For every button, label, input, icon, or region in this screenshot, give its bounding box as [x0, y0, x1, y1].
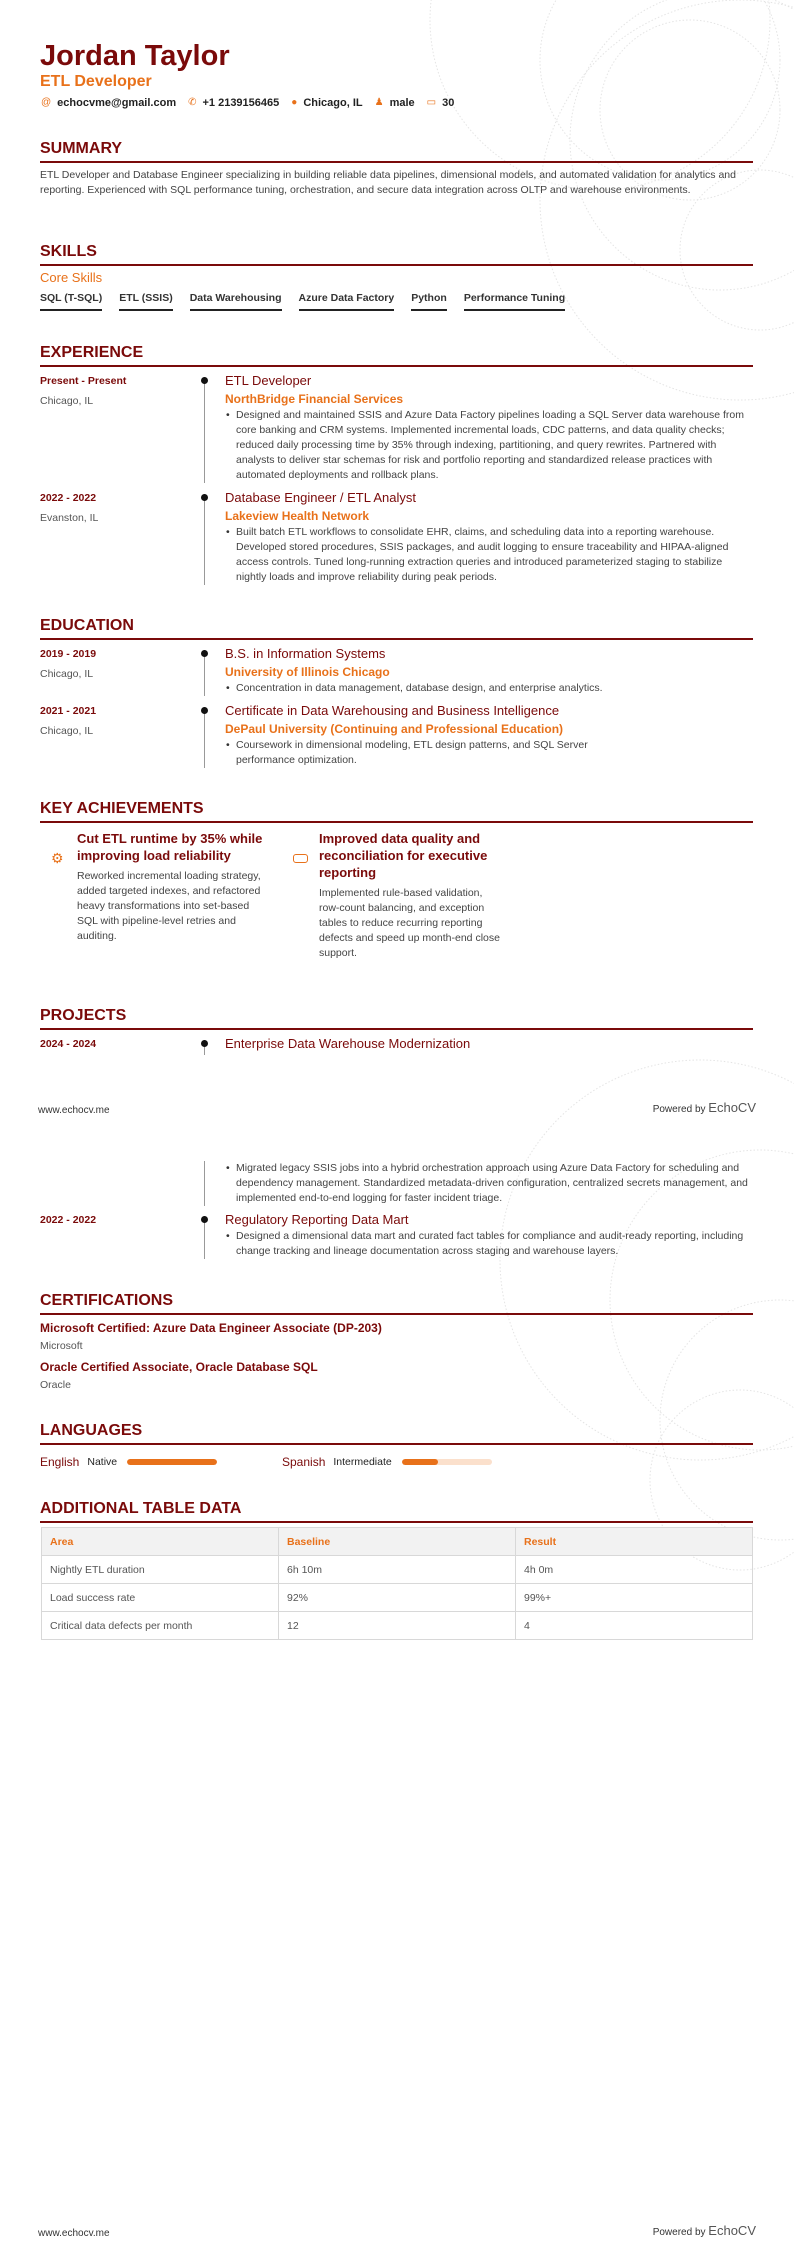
section-heading: SUMMARY	[40, 139, 753, 163]
achievement-text: Implemented rule-based validation, row-count balancing, and exception tables to reduce recurring reporting defects and speed up month-end close support.	[319, 887, 500, 959]
achievement-text: Reworked incremental loading strategy, added targeted indexes, and refactored heavy transformations into set-based SQL with pipeline-level retries and auditing.	[77, 870, 261, 942]
skill-group-title: Core Skills	[40, 270, 103, 285]
section-heading: KEY ACHIEVEMENTS	[40, 799, 753, 823]
gear-icon: ⚙	[51, 850, 64, 866]
timeline-dot	[201, 650, 208, 657]
entry-title: Certificate in Data Warehousing and Business Intelligence	[225, 703, 560, 718]
projects-continued	[40, 1161, 753, 1259]
entry-title: Enterprise Data Warehouse Modernization	[225, 1036, 471, 1051]
table-cell: Load success rate	[42, 1584, 279, 1612]
entry-school: DePaul University (Continuing and Professional Education)	[225, 722, 564, 736]
column-header: Area	[42, 1528, 279, 1556]
section-heading: ADDITIONAL TABLE DATA	[40, 1499, 753, 1523]
table-cell: 99%+	[516, 1584, 753, 1612]
projects-section	[40, 1006, 753, 1055]
section-heading: LANGUAGES	[40, 1421, 753, 1445]
section-heading: PROJECTS	[40, 1006, 753, 1030]
entry-bullet: • Migrated legacy SSIS jobs into a hybrid orchestration approach using Azure Data Factory for scheduling and dependency management. Standardized metadata-driven configuration, centralized secrets management, and implemented end-to-end logging for faster incident triage.	[225, 1161, 753, 1206]
table-cell: 92%	[279, 1584, 516, 1612]
table-cell: 4	[516, 1612, 753, 1640]
summary-section	[40, 139, 753, 198]
skill-chip: SQL (T-SQL)	[40, 290, 102, 311]
entry-bullet: • Coursework in dimensional modeling, ETL design patterns, and SQL Server performance optimization.	[225, 738, 625, 768]
table-cell: 12	[279, 1612, 516, 1640]
timeline-dot	[201, 494, 208, 501]
table-cell: Nightly ETL duration	[42, 1556, 279, 1584]
brand-logo: EchoCV	[708, 2223, 756, 2238]
achievement-item	[51, 830, 277, 944]
location-text: Chicago, IL	[303, 97, 363, 109]
table-header-row	[42, 1528, 753, 1556]
timeline-line	[204, 377, 205, 483]
language-level: Intermediate	[333, 1456, 392, 1468]
cert-issuer: Oracle	[40, 1379, 71, 1391]
at-icon: @	[41, 97, 52, 108]
section-heading: EDUCATION	[40, 616, 753, 640]
entry-date: 2022 - 2022	[40, 492, 97, 504]
education-entry	[40, 645, 753, 696]
contact-phone[interactable]	[188, 96, 279, 110]
education-section	[40, 616, 753, 768]
cert-name: Oracle Certified Associate, Oracle Database SQL	[40, 1360, 318, 1374]
timeline-dot	[201, 1040, 208, 1047]
language-item	[282, 1454, 492, 1470]
footer-powered	[653, 1102, 756, 1116]
experience-entry	[40, 489, 753, 585]
entry-date: 2019 - 2019	[40, 648, 97, 660]
entry-company: NorthBridge Financial Services	[225, 392, 404, 406]
education-entry	[40, 702, 753, 768]
entry-date: 2024 - 2024	[40, 1038, 97, 1050]
skill-chip: Data Warehousing	[190, 290, 282, 311]
achievement-item	[319, 830, 519, 961]
gender-text: male	[389, 97, 415, 109]
timeline-line	[204, 707, 205, 768]
experience-section	[40, 343, 753, 585]
achievements-section	[40, 799, 753, 823]
entry-date: Present - Present	[40, 375, 127, 387]
skill-chip: Performance Tuning	[464, 290, 565, 311]
person-icon: ♟	[374, 97, 384, 108]
project-entry	[40, 1211, 753, 1259]
entry-location: Chicago, IL	[40, 668, 94, 680]
achievement-title: Improved data quality and reconciliation for executive reporting	[319, 831, 488, 880]
powered-label: Powered by	[652, 1104, 706, 1115]
section-heading: EXPERIENCE	[40, 343, 753, 367]
entry-location: Evanston, IL	[40, 512, 99, 524]
cert-issuer: Microsoft	[40, 1340, 83, 1352]
cert-name: Microsoft Certified: Azure Data Engineer Associate (DP-203)	[40, 1321, 382, 1335]
language-level: Native	[87, 1456, 118, 1468]
language-name: Spanish	[282, 1455, 326, 1469]
table-cell: Critical data defects per month	[42, 1612, 279, 1640]
data-table	[41, 1527, 753, 1640]
calendar-icon: ▭	[426, 97, 437, 108]
proficiency-bar	[127, 1459, 217, 1465]
powered-label: Powered by	[652, 2227, 706, 2238]
column-header: Result	[516, 1528, 753, 1556]
email-text: echocvme@gmail.com	[57, 97, 177, 109]
project-entry	[40, 1035, 753, 1055]
entry-bullet: • Built batch ETL workflows to consolidate EHR, claims, and scheduling data into a reporting warehouse. Developed stored procedures, SSIS packages, and audit logging to ensure traceability and HIPAA-aligned access controls. Tuned long-running extraction queries and introduced parameterized staging to stabilize nightly loads and improve reliability during peak periods.	[225, 525, 753, 585]
languages-section	[40, 1421, 753, 1470]
contact-email[interactable]	[41, 96, 176, 110]
proficiency-fill	[402, 1459, 438, 1465]
entry-title: B.S. in Information Systems	[225, 646, 386, 661]
contact-gender	[375, 96, 415, 110]
skills-section	[40, 242, 753, 311]
footer-powered	[653, 2225, 756, 2239]
experience-entry	[40, 372, 753, 483]
section-heading: SKILLS	[40, 242, 753, 266]
table-row	[42, 1556, 753, 1584]
entry-title: ETL Developer	[225, 373, 312, 388]
table-row	[42, 1612, 753, 1640]
contact-location	[291, 96, 362, 110]
skill-chip: Azure Data Factory	[299, 290, 395, 311]
entry-date: 2021 - 2021	[40, 705, 97, 717]
brand-logo: EchoCV	[708, 1100, 756, 1115]
timeline-line	[204, 1161, 205, 1206]
entry-company: Lakeview Health Network	[225, 509, 370, 523]
skill-chip: Python	[411, 290, 447, 311]
certifications-section	[40, 1291, 753, 1397]
project-entry-continued	[40, 1161, 753, 1206]
timeline-dot	[201, 707, 208, 714]
entry-bullet: • Concentration in data management, database design, and enterprise analytics.	[225, 681, 753, 696]
location-icon: ●	[291, 97, 298, 108]
language-name: English	[40, 1455, 80, 1469]
skill-chip: ETL (SSIS)	[119, 290, 172, 311]
footer-site-link[interactable]: www.echocv.me	[38, 2228, 110, 2239]
candidate-name: Jordan Taylor	[40, 40, 230, 72]
entry-location: Chicago, IL	[40, 725, 94, 737]
summary-text: ETL Developer and Database Engineer specializing in building reliable data pipelines, dimensional models, and automated validation for analytics and reporting. Experienced with SQL performance tuning, orchestration, and secure data integration across OLTP and warehouse environments.	[40, 169, 736, 196]
table-cell: 6h 10m	[279, 1556, 516, 1584]
proficiency-fill	[127, 1459, 217, 1465]
contact-age	[427, 96, 455, 110]
entry-date: 2022 - 2022	[40, 1214, 97, 1226]
entry-location: Chicago, IL	[40, 395, 94, 407]
table-section	[40, 1499, 753, 1640]
achievement-title: Cut ETL runtime by 35% while improving load reliability	[77, 831, 263, 863]
entry-title: Database Engineer / ETL Analyst	[225, 490, 417, 505]
column-header: Baseline	[279, 1528, 516, 1556]
entry-school: University of Illinois Chicago	[225, 665, 390, 679]
contact-row	[41, 96, 454, 110]
timeline-dot	[201, 377, 208, 384]
job-title: ETL Developer	[40, 73, 152, 90]
phone-text: +1 2139156465	[202, 97, 280, 109]
entry-title: Regulatory Reporting Data Mart	[225, 1212, 409, 1227]
age-text: 30	[442, 97, 455, 109]
table-cell: 4h 0m	[516, 1556, 753, 1584]
phone-icon: ✆	[188, 97, 197, 108]
entry-bullet: • Designed a dimensional data mart and curated fact tables for compliance and audit-ready reporting, including change tracking and lineage documentation across staging and warehouse layers.	[225, 1229, 753, 1259]
footer-site-link[interactable]: www.echocv.me	[38, 1105, 110, 1116]
timeline-dot	[201, 1216, 208, 1223]
badge-icon	[293, 854, 308, 863]
language-item	[40, 1454, 282, 1470]
entry-bullet: • Designed and maintained SSIS and Azure Data Factory pipelines loading a SQL Server data warehouse from core banking and CRM systems. Implemented incremental loads, CDC patterns, and data quality checks; reduced daily processing time by 35% through indexing, partitioning, and query rewrites. Partnered with analysts to deliver star schemas for risk and portfolio reporting and standardized release practices with automated deployments and rollback plans.	[225, 408, 753, 483]
section-heading: CERTIFICATIONS	[40, 1291, 753, 1315]
proficiency-bar	[402, 1459, 492, 1465]
timeline-line	[204, 494, 205, 585]
table-row	[42, 1584, 753, 1612]
